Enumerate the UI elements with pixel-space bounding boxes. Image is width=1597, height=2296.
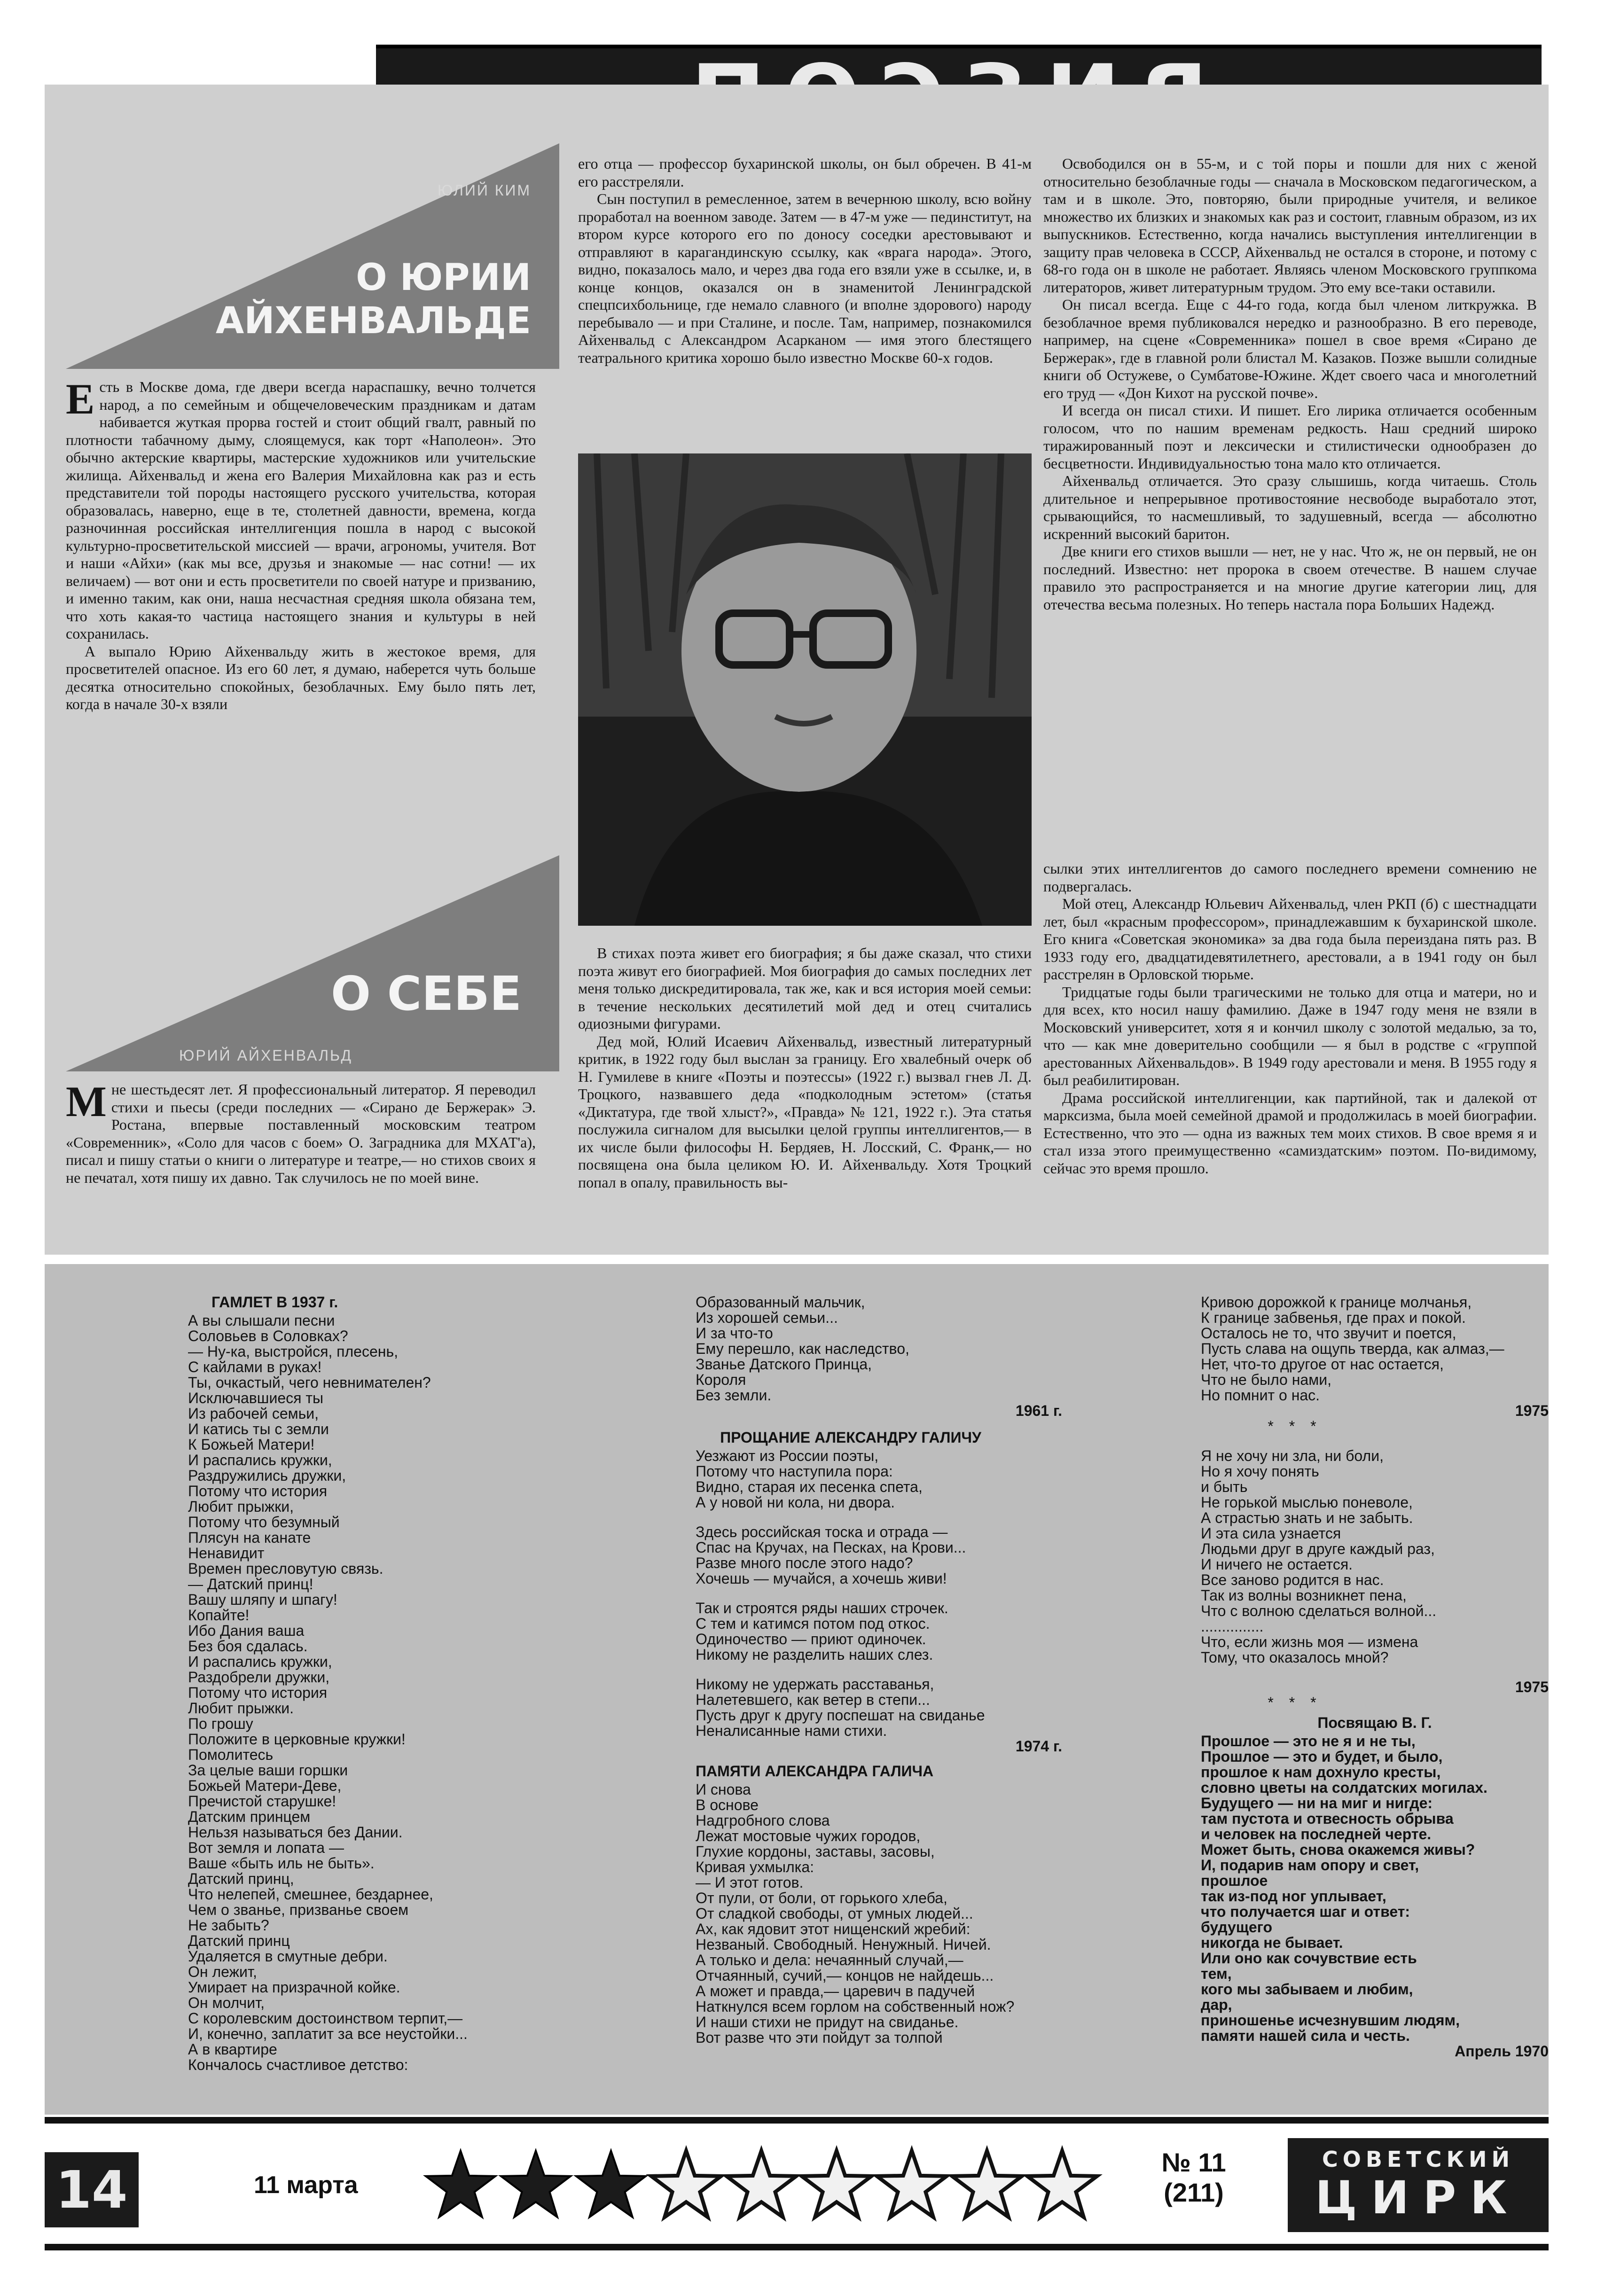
poem-year: 1975 [1515,1679,1549,1695]
poem-line: Времен пресловутую связь. [188,1560,384,1577]
poem-line: Незваный. Свободный. Ненужный. Ничей. [696,1936,991,1953]
article2-column-2 [578,945,1032,1245]
star-outline-icon [802,2151,871,2217]
poem-line: И снова [696,1781,751,1798]
poem-line: Так из волны возникнет пена, [1201,1587,1407,1604]
poem-line: Пусть друг к другу поспешат на свиданье [696,1707,985,1724]
poem-line: Прошлое — это и будет, и было, [1201,1748,1443,1765]
poem-line: Помолитесь [188,1746,274,1763]
poem-line: Ваше «быть иль не быть». [188,1855,375,1872]
poem-hamlet-continuation [696,1295,1062,1403]
poem-line: будущего [1201,1919,1273,1936]
poem-line: Потому что безумный [188,1514,340,1531]
poem-stanza [696,1448,1062,1510]
poem-separator: * * * [1268,1418,1322,1435]
poem-line: По грошу [188,1715,253,1732]
article1-column-1 [66,375,536,843]
poem-line: А страстью знать и не забыть. [1201,1509,1413,1526]
article1-paragraph: Две книги его стихов вышли — нет, не у нас. Что ж, не он первый, не он последний. Известно: нет пророка в своем отечестве. В нашем случае правило это распространяется и на многие другие категории лиц, для отечества весьма полезных. Но теперь настала пора Больших Надежд. [1043,543,1537,613]
star-outline-icon [727,2151,796,2217]
poem-line: Короля [696,1371,746,1388]
poem-line: Без земли. [696,1387,772,1404]
poem-line: Он лежит, [188,1963,257,1980]
poem-line: Хочешь — мучайся, а хочешь живи! [696,1570,947,1587]
poem-line: Кончалось счастливое детство: [188,2056,408,2073]
article1-title: О ЮРИИ АЙХЕНВАЛЬДЕ [215,257,531,342]
poem-line: Датский принц, [188,1870,294,1887]
poem-line: Копайте! [188,1607,250,1624]
footer-rule [45,2244,1549,2250]
poem-line: А вы слышали песни [188,1312,335,1329]
poem-line: Не горькой мыслью поневоле, [1201,1494,1413,1511]
poem-line: Исключавшиеся ты [188,1390,324,1406]
poem-line: Любит прыжки. [188,1700,294,1717]
poem-line: Умирает на призрачной койке. [188,1979,400,1996]
poem-line: А в квартире [188,2041,277,2058]
poem-line: Удаляется в смутные дебри. [188,1948,388,1965]
poem-line: В основе [696,1796,759,1813]
poem-line: и человек на последней черте. [1201,1826,1432,1843]
page-number: 14 [45,2152,139,2227]
poem-line: И наши стихи не придут на свиданье. [696,2014,959,2030]
poem-line: Здесь российская тоска и отрада — [696,1523,948,1540]
poem-line: Божьей Матери-Деве, [188,1777,342,1794]
poem-line: К Божьей Матери! [188,1436,315,1453]
article2-paragraph: Дед мой, Юлий Исаевич Айхенвальд, известный литературный критик, в 1922 году был выслан за границу. Его хвалебный очерк об Н. Гумилеве в книге «Поэты и поэтессы» (1922 г.) вызвал гнев Л. Д. Троцкого, назвавшего деда «подколодным эстетом» (статья «Диктатура, где твой хлыст?», «Правда» № 121, 1922 г.). Эта статья послужила сигналом для высылки целой группы интеллигентов,— в их числе были философы Н. Бердяев, Н. Лосский, С. Франк,— но посвящена она была целиком Ю. И. Айхенвальду. Хотя Троцкий попал в опалу, правильность вы- [578,1032,1032,1191]
article2-paragraph: не шестьдесят лет. Я профессиональный литератор. Я переводил стихи и пьесы (среди последних — «Сирано де Бержерак» Э. Ростана, впервые поставленный московским театром «Современник», «Соло для часов с боем» О. Заградника для МХАТ'а), писал и пишу статьи о книги о литературе и театре,— но стихов своих я не печатал, хотя пишу их давно. Так случилось не по моей вине. [66,1081,536,1186]
star-outline-icon [651,2151,721,2217]
poem-line: так из-под ног уплывает, [1201,1888,1386,1905]
poem-stanza [696,1524,1062,1586]
poem-line: Из хорошей семьи... [696,1309,838,1326]
poem-line: Вот земля и лопата — [188,1839,344,1856]
poem-line: — Датский принц! [188,1576,313,1593]
poem-line: Чем о званье, призванье своем [188,1901,409,1918]
article2-dropcap: М [66,1078,107,1125]
poem-line: Соловьев в Соловках? [188,1328,348,1344]
poem-line: Отчаянный, сучий,— концов не найдешь... [696,1967,994,1984]
poem-line: Ибо Дания ваша [188,1622,305,1639]
poem-lines [188,1313,658,2073]
poem-line: Спас на Кручах, на Песках, на Крови... [696,1539,966,1556]
poem-title: ПАМЯТИ АЛЕКСАНДРА ГАЛИЧА [696,1763,934,1780]
poem-line: Разве много после этого надо? [696,1554,913,1571]
poem-year: Апрель 1970 [1455,2043,1549,2060]
poem-line: Но помнит о нас. [1201,1387,1320,1404]
author-portrait-photo [578,453,1032,926]
article2-paragraph: Драма российской интеллигенции, как партийной, так и далекой от марксизма, была моей семейной драмой и продолжилась в моей биографии. Естественно, что это — одна из важных тем моих стихов. В свое время я и стал изза этого преимущественно «самиздатским» поэтом. По-видимому, сейчас это время прошло. [1043,1089,1537,1177]
poem-line: Наткнулся всем горлом на собственный нож? [696,1998,1015,2015]
poem-line: Он молчит, [188,1994,265,2011]
poem-column-2 [696,1295,1062,2046]
article2-author: ЮРИЙ АЙХЕНВАЛЬД [179,1047,352,1064]
poem-title: ГАМЛЕТ В 1937 г. [211,1294,338,1311]
poem-title: ПРОЩАНИЕ АЛЕКСАНДРУ ГАЛИЧУ [720,1429,981,1446]
article2-paragraph: Мой отец, Александр Юльевич Айхенвальд, член РКП (б) с шестнадцати лет, был «красным профессором», принадлежавшим к бухаринской школе. Его книга «Советская экономика» за два года была переиздана пять раз. В 1933 году его, двадцатидевятилетнего, арестовали, а в 1941 году он был расстрелян в Орловской тюрьме. [1043,895,1537,983]
poem-line: Потому что история [188,1684,328,1701]
poem-line: С тем и катимся потом под откос. [696,1615,930,1632]
issue-total-value: (211) [1164,2178,1224,2207]
star-filled-icon [426,2151,495,2217]
poem-line: Раздружились дружки, [188,1467,346,1484]
poem-line: Нельзя называться без Дании. [188,1824,403,1841]
article1-paragraph: И всегда он писал стихи. И пишет. Его лирика отличается особенным голосом, что по нашим временам редкость. Наш средний широко тиражированный поэт и лексически и стилистически однообразен до бесцветности. Индивидуальностью тона мало кто отличается. [1043,402,1537,472]
poem-line: С кайлами в руках! [188,1359,322,1375]
poem-line: прошлое [1201,1872,1268,1889]
poem-line: Видно, старая их песенка спета, [696,1478,923,1495]
article1-paragraph: Освободился он в 55-м, и с той поры и пошли для них с женой относительно безоблачные годы — сначала в Московском педагогическом, а там и в школе. Это, повторяю, были природные учителя, и великое множество их близких и знакомых как раз и состоит, главным образом, из их выпускников. Естественно, когда начались выступления интеллигенции в защиту прав человека в СССР, Айхенвальд не остался в стороне, и потому с 68-го года он в школе не работает. Являясь членом Московского группкома литераторов, живет литературным трудом. Это ему все-таки оставили. [1043,155,1537,296]
star-filled-icon [576,2151,646,2217]
poem-line: А у новой ни кола, ни двора. [696,1494,895,1511]
poem-lines [1201,1734,1549,2044]
poem-line: С королевским достоинством терпит,— [188,2010,463,2027]
poem-line: Датским принцем [188,1808,311,1825]
poem-line: К границе забвенья, где прах и покой. [1201,1309,1466,1326]
article1-column-3 [1043,155,1537,832]
logo-top: СОВЕТСКИЙ [1322,2147,1515,2172]
poem-line: Что с волною сделаться волной... [1201,1602,1437,1619]
poem-line: кого мы забываем и любим, [1201,1981,1413,1998]
poem-line: Нет, что-то другое от нас остается, [1201,1356,1444,1373]
poem-line: там пустота и отвесность обрыва [1201,1810,1454,1827]
poem-year: 1974 г. [1015,1738,1062,1755]
poem-line: дар, [1201,1996,1232,2013]
poem-line: Уезжают из России поэты, [696,1447,879,1464]
poem-line: приношенье исчезнувшим людям, [1201,2012,1460,2029]
poem-line: От пули, от боли, от горького хлеба, [696,1890,947,1906]
article2-title: О СЕБЕ [330,966,522,1021]
article1-dropcap: Е [66,375,95,423]
poem-line: Без боя сдалась. [188,1638,308,1655]
poem-title: Посвящаю В. Г. [1317,1714,1432,1731]
issue-number-value: № 11 [1161,2148,1226,2177]
poem-line: Надгробного слова [696,1812,830,1829]
poem-line: Ненавидит [188,1545,265,1562]
poem-line: И эта сила узнается [1201,1525,1341,1542]
poem-line: Я не хочу ни зла, ни боли, [1201,1447,1384,1464]
article2-paragraph: сылки этих интеллигентов до самого последнего времени сомнению не подвергалась. [1043,860,1537,895]
poem-line: Раздобрели дружки, [188,1669,330,1686]
poem-line: ............... [1201,1618,1264,1635]
poem-line: За целые ваши горшки [188,1762,348,1779]
poem-stanza [696,1601,1062,1663]
poem-line: Кривая ухмылка: [696,1859,814,1875]
article2-column-1 [66,1078,536,1241]
poem-line: Образованный мальчик, [696,1294,865,1311]
poem-line: Не забыть? [188,1917,269,1934]
poem-line: И распались кружки, [188,1653,332,1670]
poem-column-3 [1201,1295,1549,2059]
poem-line: Прошлое — это не я и не ты, [1201,1733,1416,1749]
poem-year: 1961 г. [1015,1402,1062,1419]
article2-paragraph: Тридцатые годы были трагическими не только для отца и матери, но и для всех, кто носил нашу фамилию. Даже в 1947 году меня не взяли в Московский университет, хотя я и кончил школу с золотой медалью, за то, что — как мне доверительно сообщили — я был в родстве с «группой арестованных Айхенвальдов». В 1949 году арестовали и меня. В 1955 году я был реабилитирован. [1043,983,1537,1088]
poem-line: Лежат мостовые чужих городов, [696,1827,921,1844]
poem-lines [1201,1448,1549,1665]
poem-line: Из рабочей семьи, [188,1405,319,1422]
poem-line: Пусть слава на ощупь тверда, как алмаз,— [1201,1340,1504,1357]
publication-logo [1288,2138,1549,2232]
poem-line: Вашу шляпу и шпагу! [188,1591,337,1608]
poem-line: Что нелепей, смешнее, бездарнее, [188,1886,433,1903]
article1-paragraph: его отца — профессор бухаринской школы, он был обречен. В 41-м его расстреляли. [578,155,1032,190]
poem-line: Ты, очкастый, чего невнимателен? [188,1374,431,1391]
poem-line: Что не было нами, [1201,1371,1331,1388]
portrait-illustration [578,453,1032,926]
article2-column-3 [1043,860,1537,1245]
poem-line: что получается шаг и ответ: [1201,1903,1410,1920]
article1-paragraph: А выпало Юрию Айхенвальду жить в жестокое время, для просветителей опасное. Из его 60 лет, я думаю, наберется чуть больше десятка относительно спокойных, безоблачных. Ему было пять лет, когда в начале 30-х взяли [66,642,536,712]
poem-line: Одиночество — приют одиночек. [696,1631,926,1648]
poem-line: Никому не удержать расставанья, [696,1676,934,1693]
poem-line: И, конечно, заплатит за все неустойки... [188,2025,468,2042]
poem-line: словно цветы на солдатских могилах. [1201,1779,1487,1796]
article2-paragraph: В стихах поэта живет его биография; я бы даже сказал, что стихи поэта живут его биографией. Моя биография до самых последних лет меня только дискредитировала, так же, как и вся история моей семьи: в течение нескольких десятилетий мой дед и отец считались одиозными фигурами. [578,945,1032,1032]
poem-line: И катись ты с земли [188,1421,329,1437]
logo-bottom: ЦИРК [1315,2171,1521,2224]
star-filled-icon [501,2151,571,2217]
poem-stanza [696,1677,1062,1739]
poem-year: 1975 [1515,1402,1549,1419]
poem-line: Вот разве что эти пойдут за толпой [696,2029,943,2046]
poem-line: Кривою дорожкой к границе молчанья, [1201,1294,1472,1311]
poem-line: Будущего — ни на миг и нигде: [1201,1795,1433,1812]
issue-date: 11 марта [254,2171,358,2199]
poem-hamlet [188,1295,658,2073]
poem-line: А может и правда,— царевич в падучей [696,1983,975,1999]
poem-separator: * * * [1268,1694,1322,1711]
poem-line: Осталось не то, что звучит и поется, [1201,1325,1456,1342]
poem-line: Глухие кордоны, заставы, засовы, [696,1843,935,1860]
star-outline-icon [877,2151,947,2217]
poem-line: памяти нашей сила и честь. [1201,2027,1410,2044]
poem-line: Ему перешло, как наследство, [696,1340,909,1357]
star-outline-icon [1027,2151,1097,2217]
poem-line: Может быть, снова окажемся живы? [1201,1841,1475,1858]
poem-line: И за что-то [696,1325,773,1342]
article1-paragraph: Айхенвальд отличается. Это сразу слышишь, когда читаешь. Столь длительное и непрерывное противостояние несвободе выработало этот, срывающийся, то насмешливый, то задушевный, всегда — абсолютно искренний высокий баритон. [1043,472,1537,542]
poem-line: Потому что наступила пора: [696,1463,893,1480]
poem-line: тем, [1201,1965,1232,1982]
article1-paragraph: сть в Москве дома, где двери всегда нараспашку, вечно толчется народ, а по семейным и общечеловеческим праздникам и датам набивается жуткая прорва гостей и стоит общий гвалт, равный по плотности табачному дыму, слоящемуся, как торт «Наполеон». Это обычно актерские квартиры, мастерские художников или учительские жилища. Айхенвальд и жена его Валерия Михайловна как раз и есть представители той породы настоящего русского учительства, которая образовалась, наверно, еще в те, столетней давности, времена, когда разночинная российская интеллигенция пошла в народ с высокой культурно-просветительской миссией — врачи, агрономы, учителя. Вот и наши «Айхи» (как мы все, друзья и знакомые — нас сотни! — их величаем) — вот они и есть просветители по своей натуре и призванию, и именно таким, как они, наша несчастная средняя школа обязана тем, что хоть какая-то частица настоящего знания и культуры в ней сохранилась. [66,378,536,642]
article1-column-2 [578,155,1032,437]
poem-line: А только и дела: нечаянный случай,— [696,1952,963,1968]
poem-line: прошлое к нам дохнуло кресты, [1201,1764,1441,1781]
poem-line: Но я хочу понять [1201,1463,1319,1480]
poem-line: Любит прыжки, [188,1498,294,1515]
poem-line: Что, если жизнь моя — измена [1201,1633,1418,1650]
poem-line: и быть [1201,1478,1248,1495]
poem-line: Или оно как сочувствие есть [1201,1950,1417,1967]
poem-line: От сладкой свободы, от умных людей... [696,1905,973,1922]
article1-paragraph: Он писал всегда. Еще с 44-го года, когда был членом литкружка. В безоблачное время публиковался нередко и разнообразно. В его переводе, например, на сцене «Современника» пошел в свое время «Сирано де Бержерак», где в главной роли блистал М. Казаков. Позже вышли солидные книги об Остужеве, о Сумбатове-Южине. Ждет своего часа и многолетний его труд — «Дон Кихот на русской почве». [1043,296,1537,401]
poem-line: И, подарив нам опору и свет, [1201,1857,1419,1874]
poem-line: Налетевшего, как ветер в степи... [696,1691,930,1708]
rating-stars [423,2145,1128,2225]
article1-paragraph: Сын поступил в ремесленное, затем в вечернюю школу, всю войну проработал на военном заводе. Затем — в 47-м уже — пединститут, на втором курсе которого его по доносу соседки арестовывают и отправляют в карагандинскую ссылку, как «врага народа». Этого, видно, показалось мало, и через два года его взяли уже в ссылке, и, в конце концов, оказался он в знаменитой Ленинградской спецпсихбольнице, где немало славного (и вполне здорового) народу перебывало — и при Сталине, и после. Там, например, познакомился Айхенвальд с Александром Асарканом — имя этого блестящего театрального критика хорошо было известно Москве 60-х годов. [578,190,1032,366]
star-outline-icon [952,2151,1022,2217]
poem-memory-continuation [1201,1295,1549,1403]
poem-line: Так и строятся ряды наших строчек. [696,1600,948,1617]
article1-author: ЮЛИЙ КИМ [437,182,531,199]
poem-line: Ах, как ядовит этот нищенский жребий: [696,1921,971,1937]
poem-line: Потому что история [188,1483,328,1499]
poem-line: — Ну-ка, выстройся, плесень, [188,1343,398,1360]
poem-line: Неналисанные нами стихи. [696,1722,887,1739]
footer-rule [45,2117,1549,2124]
poem-lines [696,1782,1062,2046]
poem-line: Датский принц [188,1932,290,1949]
issue-number [1147,2148,1241,2208]
poem-line: Званье Датского Принца, [696,1356,872,1373]
poem-line: Никому не разделить наших слез. [696,1646,933,1663]
poem-line: Положите в церковные кружки! [188,1731,406,1748]
poem-line: Тому, что оказалось мной? [1201,1649,1389,1666]
poem-line: И ничего не остается. [1201,1556,1353,1573]
poem-line: Людьми друг в друге каждый раз, [1201,1540,1435,1557]
poem-line: И распались кружки, [188,1452,332,1468]
poem-line: — И этот готов. [696,1874,804,1891]
poem-line: никогда не бывает. [1201,1934,1343,1951]
poem-line: Плясун на канате [188,1529,311,1546]
poem-line: Все заново родится в нас. [1201,1571,1384,1588]
poem-line: Пречистой старушке! [188,1793,337,1810]
